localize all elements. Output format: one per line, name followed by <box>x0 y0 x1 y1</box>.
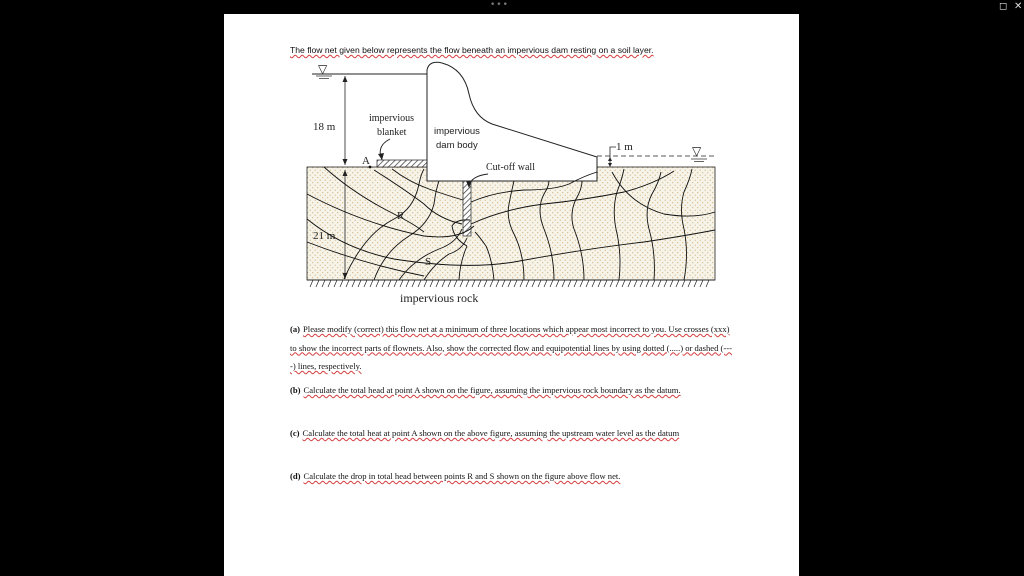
flow-net-figure <box>224 14 799 314</box>
downstream-water-symbol: ▽ <box>692 144 702 158</box>
label-dam-2: dam body <box>436 140 478 151</box>
label-21m: 21 m <box>313 230 336 242</box>
question-c-text: Calculate the total heat at point A shown on the above figure, assuming the upstream water level as the datum <box>302 428 680 438</box>
restore-icon[interactable]: ◻ <box>999 1 1008 12</box>
question-d-text: Calculate the drop in total head between points R and S shown on the figure above flow net. <box>303 471 621 481</box>
question-a-label: (a) <box>290 324 301 334</box>
window-handle-dots[interactable]: ••• <box>490 0 509 10</box>
label-point-r: R <box>397 210 405 222</box>
label-18m: 18 m <box>313 121 336 133</box>
rock-hatching <box>310 280 709 287</box>
label-1m: 1 m <box>616 141 633 153</box>
impervious-blanket <box>377 160 427 167</box>
cutoff-wall <box>463 181 471 236</box>
close-icon[interactable]: ✕ <box>1014 1 1023 12</box>
label-point-a: A <box>362 155 370 167</box>
question-c <box>290 424 735 443</box>
document-page <box>224 14 799 576</box>
question-a-text: Please modify (correct) this flow net at a minimum of three locations which appear most incorrect to you. Use crosses (xxx) to show the incorrect parts of flownets. Also, show the corrected flow and equipotential lines by using dotted (.....) or dashed (----) lines, respectively. <box>290 324 732 371</box>
label-point-s: S <box>425 256 432 268</box>
question-b-text: Calculate the total head at point A shown on the figure, assuming the impervious rock boundary as the datum. <box>303 385 681 395</box>
question-d-label: (d) <box>290 471 301 481</box>
label-cutoff: Cut-off wall <box>486 162 535 173</box>
soil-layer <box>307 167 715 280</box>
question-c-label: (c) <box>290 428 300 438</box>
label-dam-1: impervious <box>434 126 480 137</box>
label-impervious-rock: impervious rock <box>400 291 479 305</box>
question-b <box>290 381 735 400</box>
upstream-water-symbol: ▽ <box>318 62 328 76</box>
window-title-bar <box>0 0 1024 14</box>
label-impervious-blanket-2: blanket <box>377 127 407 138</box>
label-impervious-blanket-1: impervious <box>369 113 414 124</box>
intro-text: The flow net given below represents the flow beneath an impervious dam resting on a soil layer. <box>290 45 654 55</box>
question-b-label: (b) <box>290 385 301 395</box>
question-a <box>290 320 735 376</box>
question-d <box>290 467 735 486</box>
